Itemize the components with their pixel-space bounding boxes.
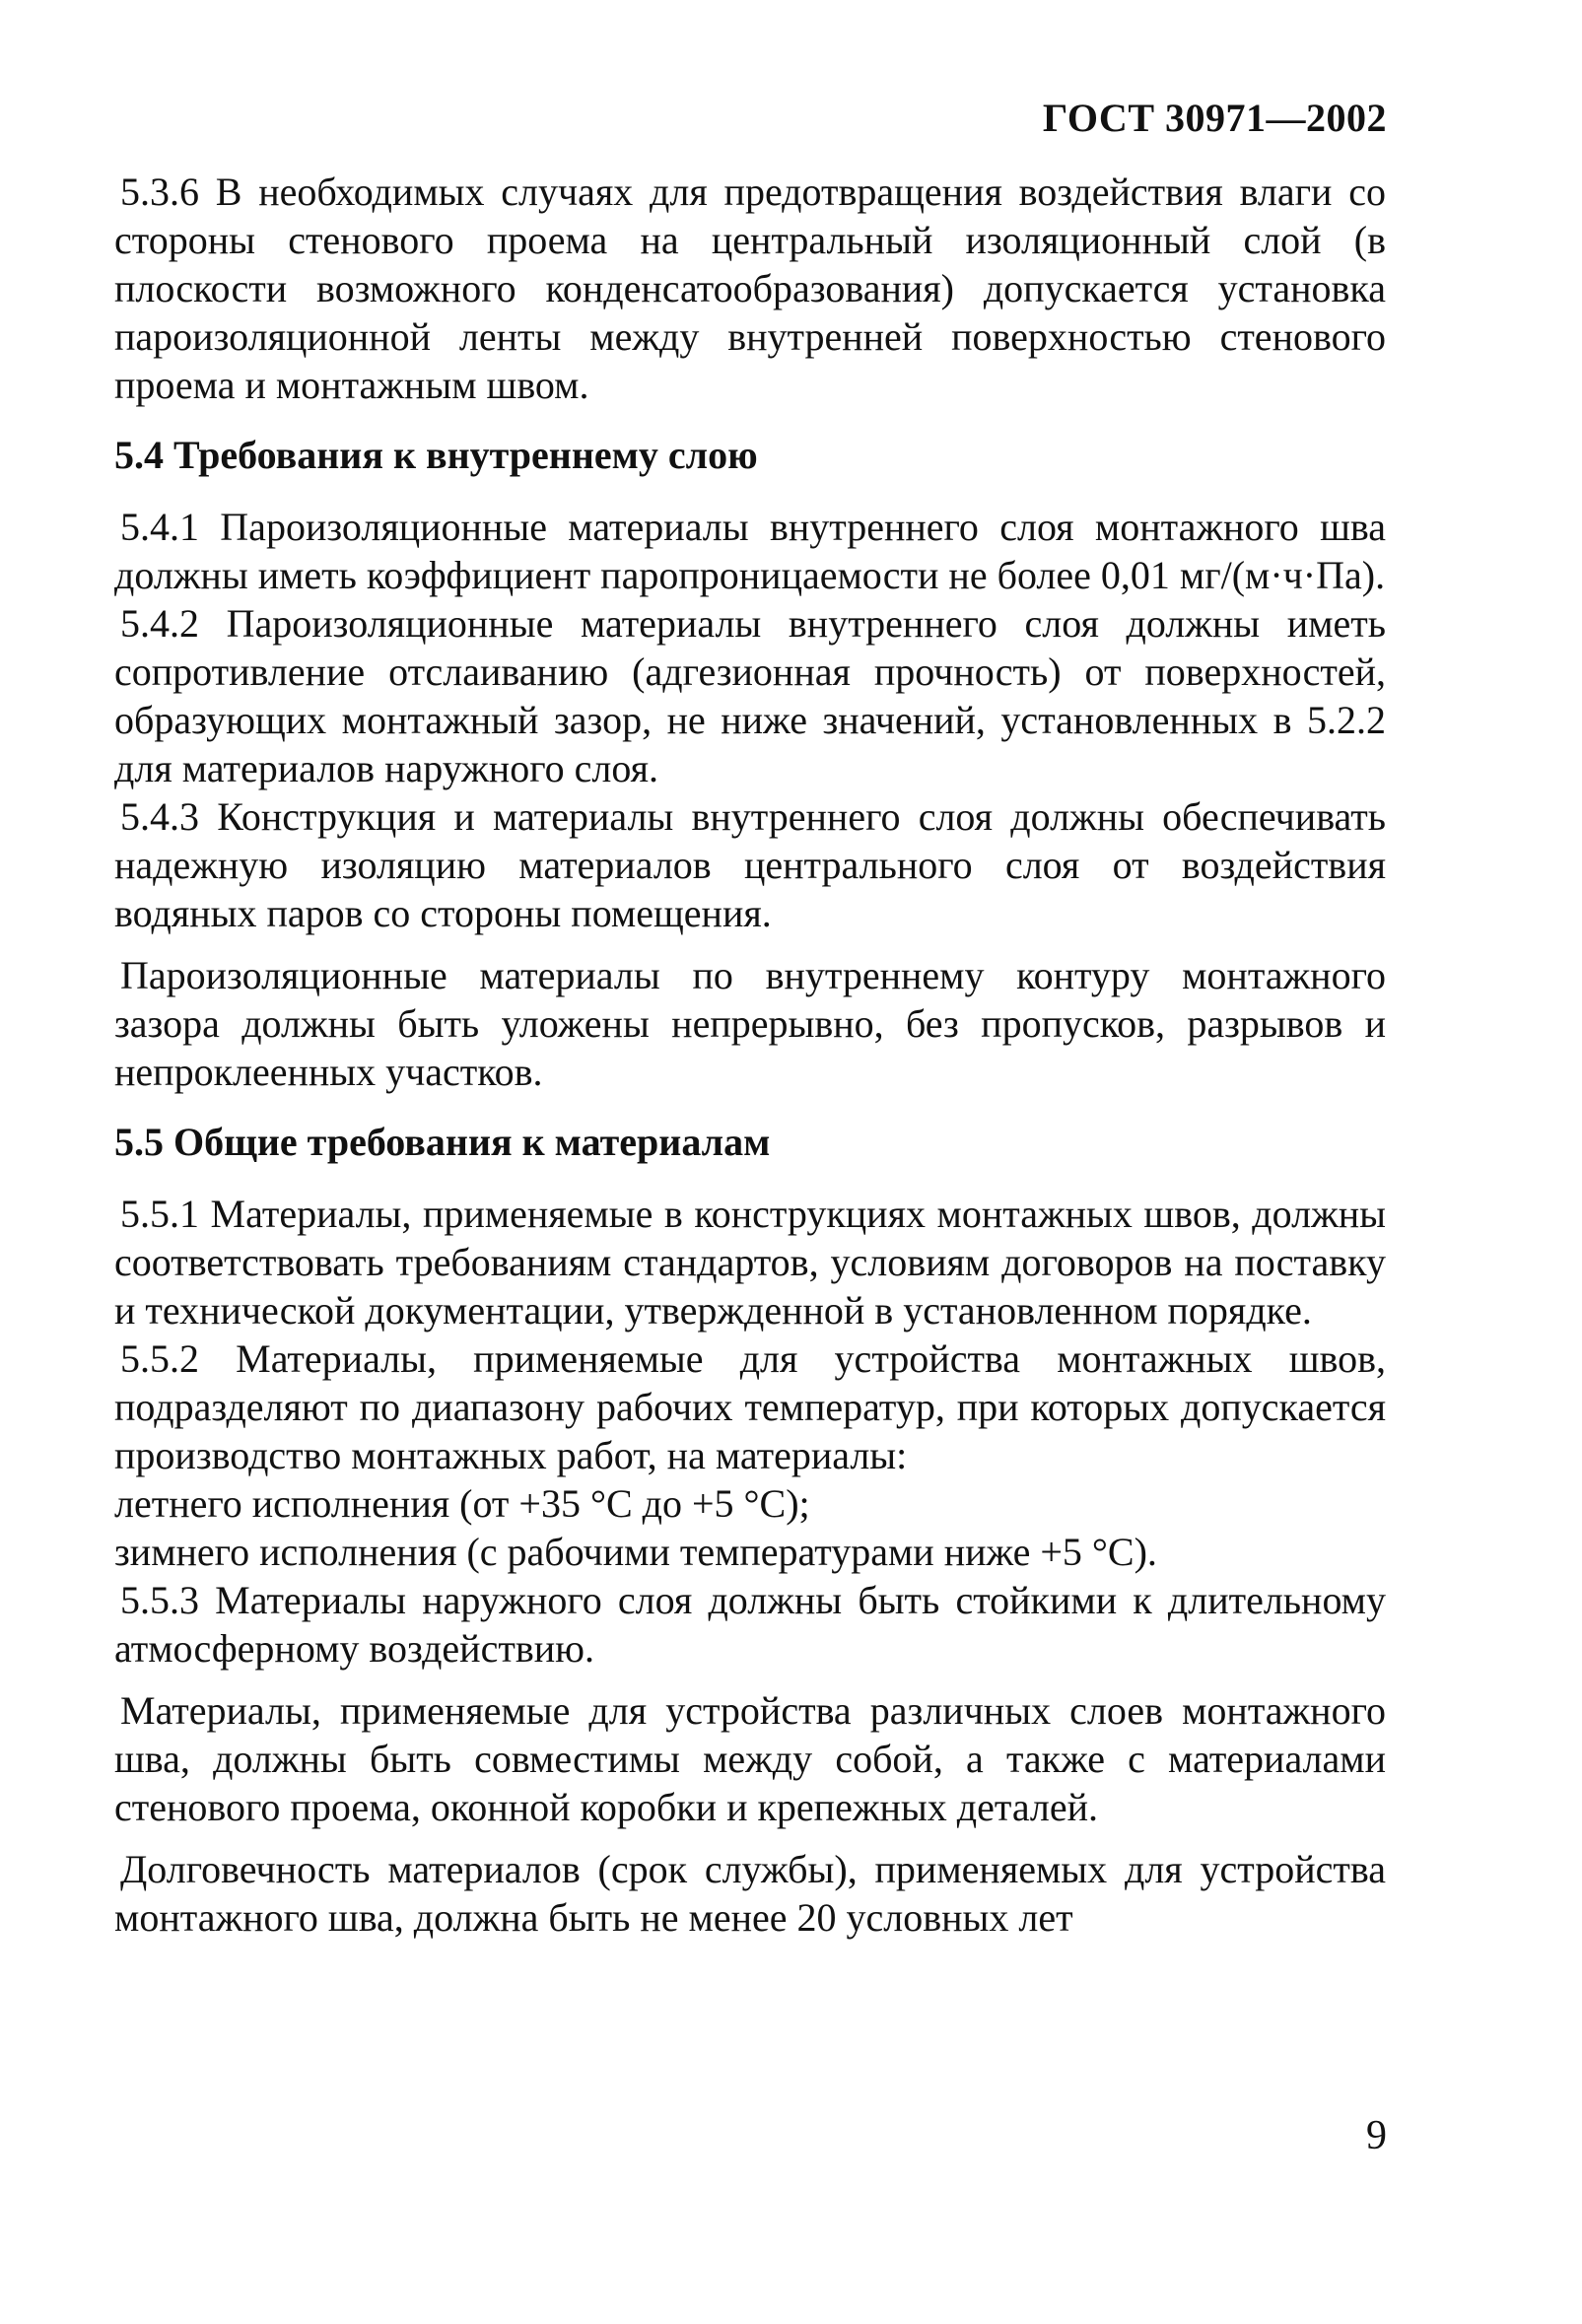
standard-header: ГОСТ 30971—2002: [1042, 96, 1387, 140]
list-item-winter: зимнего исполнения (с рабочими температурами ниже +5 °С).: [114, 1530, 1157, 1574]
page-number: 9: [1366, 2113, 1387, 2158]
paragraph-5-4-2: 5.4.2 Пароизоляционные материалы внутреннего слоя должны иметь сопротивление отслаиванию (адгезионная прочность) от поверхностей, образующих монтажный зазор, не ниже значений, установленных в 5.2.2 для материалов наружного слоя.: [114, 601, 1386, 790]
document-body: [114, 168, 1386, 1942]
paragraph-5-4-3: 5.4.3 Конструкция и материалы внутреннего слоя должны обеспечивать надежную изоляцию материалов центрального слоя от воздействия водяных паров со стороны помещения.: [114, 794, 1386, 935]
paragraph-5-5-1: 5.5.1 Материалы, применяемые в конструкциях монтажных швов, должны соответствовать требованиям стандартов, условиям договоров на поставку и технической документации, утвержденной в установленном порядке.: [114, 1192, 1386, 1333]
paragraph-5-4-3-continued: Пароизоляционные материалы по внутреннему контуру монтажного зазора должны быть уложены непрерывно, без пропусков, разрывов и непроклеенных участков.: [114, 953, 1386, 1094]
paragraph-5-4-1: 5.4.1 Пароизоляционные материалы внутреннего слоя монтажного шва должны иметь коэффициент паропроницаемости не более 0,01 мг/(м·ч·Па).: [114, 505, 1386, 597]
paragraph-5-5-3: 5.5.3 Материалы наружного слоя должны быть стойкими к длительному атмосферному воздействию.: [114, 1578, 1386, 1671]
paragraph-compatibility: Материалы, применяемые для устройства различных слоев монтажного шва, должны быть совместимы между собой, а также с материалами стенового проема, оконной коробки и крепежных деталей.: [114, 1688, 1386, 1829]
paragraph-5-5-2: 5.5.2 Материалы, применяемые для устройства монтажных швов, подразделяют по диапазону рабочих температур, при которых допускается производство монтажных работ, на материалы:: [114, 1336, 1386, 1477]
section-heading-5-4: 5.4 Требования к внутреннему слою: [114, 433, 758, 477]
section-heading-5-5: 5.5 Общие требования к материалам: [114, 1120, 771, 1164]
paragraph-durability: Долговечность материалов (срок службы), применяемых для устройства монтажного шва, должна быть не менее 20 условных лет: [114, 1847, 1386, 1940]
list-item-summer: летнего исполнения (от +35 °С до +5 °С);: [114, 1481, 810, 1526]
paragraph-5-3-6: 5.3.6 В необходимых случаях для предотвращения воздействия влаги со стороны стенового проема на центральный изоляционный слой (в плоскости возможного конденсатообразования) допускается установка пароизоляционной ленты между внутренней поверхностью стенового проема и монтажным швом.: [114, 170, 1386, 407]
